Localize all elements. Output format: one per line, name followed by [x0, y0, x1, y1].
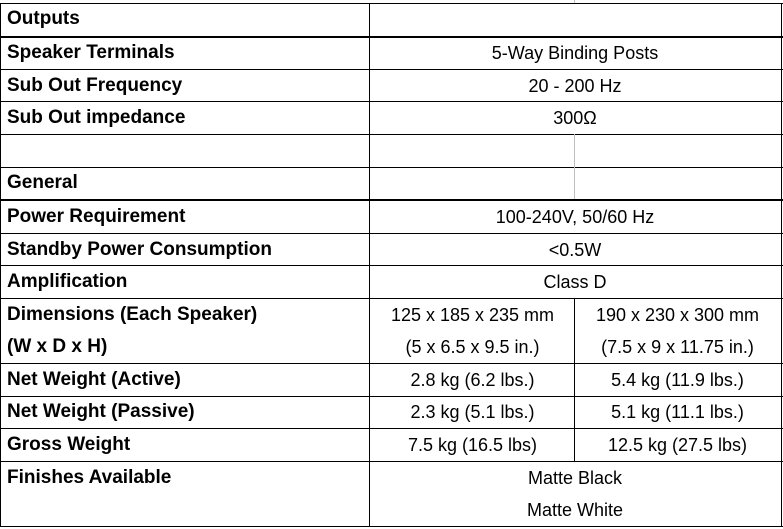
label-net-weight-active: Net Weight (Active)	[7, 369, 181, 390]
value-net-weight-passive-2: 5.1 kg (11.1 lbs.)	[611, 402, 744, 422]
label-gross-weight: Gross Weight	[7, 434, 131, 455]
value-dimensions-small-mm: 125 x 185 x 235 mm	[390, 305, 555, 325]
row-divider	[0, 69, 783, 70]
column-divider	[574, 0, 575, 3]
label-standby-power: Standby Power Consumption	[7, 239, 272, 260]
value-speaker-terminals: 5-Way Binding Posts	[491, 43, 659, 63]
value-gross-weight-1: 7.5 kg (16.5 lbs)	[407, 435, 538, 455]
column-divider	[574, 134, 575, 199]
value-power-requirement: 100-240V, 50/60 Hz	[495, 207, 655, 227]
row-divider	[0, 167, 783, 168]
label-sub-out-impedance: Sub Out impedance	[7, 107, 186, 128]
value-finish-white: Matte White	[526, 500, 624, 520]
column-divider	[781, 3, 782, 526]
row-divider	[0, 461, 783, 462]
row-divider	[0, 265, 783, 266]
label-amplification: Amplification	[7, 271, 128, 292]
value-net-weight-active-2: 5.4 kg (11.9 lbs.)	[611, 370, 744, 390]
row-divider	[0, 36, 783, 38]
label-finishes: Finishes Available	[7, 467, 172, 488]
value-sub-out-impedance: 300Ω	[553, 108, 597, 128]
section-heading-outputs: Outputs	[7, 8, 80, 29]
row-divider	[0, 3, 783, 4]
section-heading-general: General	[7, 172, 78, 193]
value-net-weight-active-1: 2.8 kg (6.2 lbs.)	[410, 370, 535, 390]
row-divider	[0, 134, 783, 135]
value-finish-black: Matte Black	[527, 468, 623, 488]
value-sub-out-frequency: 20 - 200 Hz	[528, 76, 622, 96]
row-divider	[0, 363, 783, 364]
row-divider	[0, 428, 783, 429]
label-speaker-terminals: Speaker Terminals	[7, 42, 175, 63]
value-gross-weight-2: 12.5 kg (27.5 lbs)	[607, 435, 748, 455]
label-dimensions-units: (W x D x H)	[7, 336, 108, 357]
column-divider	[0, 3, 1, 526]
value-amplification: Class D	[543, 272, 607, 292]
value-dimensions-small-in: (5 x 6.5 x 9.5 in.)	[405, 337, 540, 357]
label-sub-out-frequency: Sub Out Frequency	[7, 75, 183, 96]
row-divider	[0, 396, 783, 397]
value-dimensions-large-in: (7.5 x 9 x 11.75 in.)	[601, 337, 754, 357]
label-dimensions: Dimensions (Each Speaker)	[7, 304, 258, 325]
value-net-weight-passive-1: 2.3 kg (5.1 lbs.)	[410, 402, 535, 422]
row-divider	[0, 233, 783, 234]
value-dimensions-large-mm: 190 x 230 x 300 mm	[595, 305, 760, 325]
label-power-requirement: Power Requirement	[7, 206, 186, 227]
value-standby-power: <0.5W	[548, 240, 602, 260]
label-net-weight-passive: Net Weight (Passive)	[7, 401, 195, 422]
row-divider	[0, 101, 783, 102]
row-divider	[0, 526, 783, 527]
row-divider	[0, 199, 783, 201]
row-divider	[0, 298, 783, 299]
